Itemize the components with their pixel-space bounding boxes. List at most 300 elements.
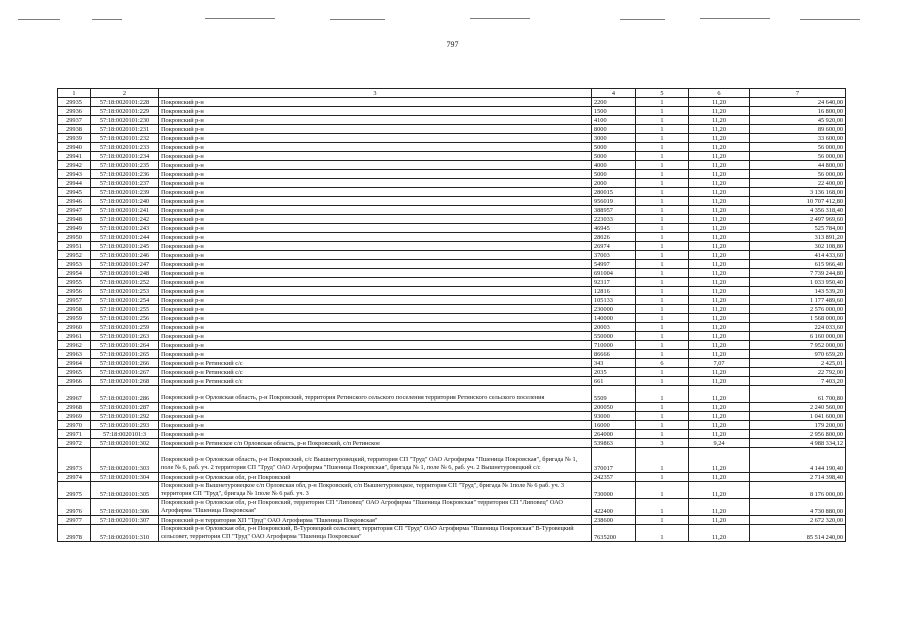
row-number-cell: 29953 <box>58 260 91 269</box>
row-number-cell: 29960 <box>58 323 91 332</box>
area-cell: 20003 <box>592 323 636 332</box>
cadastral-number-cell: 57:18:0020101:240 <box>91 197 159 206</box>
location-cell: Покровский р-н Вышнетуровецкое с/п Орловская обл, р-н Покровский, с/п Вышнетуровецкое, территория СП "Труд", бригада № 1поле № 6 раб. уч. 3 территория СП "Труд", бригада № 1поле № 6 раб. уч. 3 <box>159 482 592 499</box>
table-row <box>58 412 846 421</box>
row-number-cell: 29938 <box>58 125 91 134</box>
cadastral-number-cell: 57:18:0020101:239 <box>91 188 159 197</box>
location-cell: Покровский р-н Ретинский с/с <box>159 377 592 386</box>
row-number-cell: 29976 <box>58 499 91 516</box>
area-cell: 2000 <box>592 179 636 188</box>
area-cell: 661 <box>592 377 636 386</box>
row-number-cell: 29936 <box>58 107 91 116</box>
registry-table <box>57 88 846 542</box>
table-row <box>58 350 846 359</box>
area-cell: 92317 <box>592 278 636 287</box>
area-cell: 12816 <box>592 287 636 296</box>
group-cell: 1 <box>636 224 689 233</box>
cadastral-value-cell: 22 400,00 <box>750 179 846 188</box>
row-number-cell: 29959 <box>58 314 91 323</box>
table-row <box>58 473 846 482</box>
area-cell: 16000 <box>592 421 636 430</box>
cadastral-value-cell: 970 659,20 <box>750 350 846 359</box>
area-cell: 5509 <box>592 386 636 403</box>
row-number-cell: 29963 <box>58 350 91 359</box>
group-cell: 1 <box>636 143 689 152</box>
location-cell: Покровский р-н <box>159 161 592 170</box>
rate-cell: 11,20 <box>689 278 750 287</box>
area-cell: 200050 <box>592 403 636 412</box>
rate-cell: 11,20 <box>689 516 750 525</box>
row-number-cell: 29954 <box>58 269 91 278</box>
cadastral-number-cell: 57:18:0020101:237 <box>91 179 159 188</box>
location-cell: Покровский р-н <box>159 350 592 359</box>
location-cell: Покровский р-н <box>159 233 592 242</box>
location-cell: Покровский р-н <box>159 296 592 305</box>
rate-cell: 11,20 <box>689 134 750 143</box>
location-cell: Покровский р-н <box>159 179 592 188</box>
row-number-cell: 29977 <box>58 516 91 525</box>
group-cell: 1 <box>636 377 689 386</box>
header-row <box>58 89 846 98</box>
table-row <box>58 98 846 107</box>
row-number-cell: 29951 <box>58 242 91 251</box>
location-cell: Покровский р-н Ретинское с/п Орловская область, р-н Покровский, с/п Ретинское <box>159 439 592 448</box>
area-cell: 550000 <box>592 332 636 341</box>
group-cell: 3 <box>636 439 689 448</box>
location-cell: Покровский р-н <box>159 287 592 296</box>
table-row <box>58 525 846 542</box>
area-cell: 710000 <box>592 341 636 350</box>
group-cell: 1 <box>636 287 689 296</box>
row-number-cell: 29965 <box>58 368 91 377</box>
location-cell: Покровский р-н <box>159 251 592 260</box>
row-number-cell: 29945 <box>58 188 91 197</box>
cadastral-value-cell: 44 800,00 <box>750 161 846 170</box>
group-cell: 1 <box>636 368 689 377</box>
cadastral-number-cell: 57:18:0020101:304 <box>91 473 159 482</box>
group-cell: 1 <box>636 421 689 430</box>
row-number-cell: 29955 <box>58 278 91 287</box>
cadastral-value-cell: 224 033,60 <box>750 323 846 332</box>
rate-cell: 11,20 <box>689 143 750 152</box>
cadastral-number-cell: 57:18:0020101:241 <box>91 206 159 215</box>
group-cell: 1 <box>636 278 689 287</box>
area-cell: 5000 <box>592 170 636 179</box>
location-cell: Покровский р-н <box>159 197 592 206</box>
cadastral-value-cell: 8 176 000,00 <box>750 482 846 499</box>
rate-cell: 11,20 <box>689 473 750 482</box>
table-row <box>58 314 846 323</box>
group-cell: 1 <box>636 179 689 188</box>
row-number-cell: 29943 <box>58 170 91 179</box>
area-cell: 2200 <box>592 98 636 107</box>
table-row <box>58 206 846 215</box>
cadastral-value-cell: 2 672 320,00 <box>750 516 846 525</box>
area-cell: 28026 <box>592 233 636 242</box>
area-cell: 370017 <box>592 448 636 473</box>
cadastral-number-cell: 57:18:0020101:263 <box>91 332 159 341</box>
rate-cell: 11,20 <box>689 242 750 251</box>
cadastral-value-cell: 4 356 318,40 <box>750 206 846 215</box>
location-cell: Покровский р-н <box>159 323 592 332</box>
location-cell: Покровский р-н <box>159 116 592 125</box>
location-cell: Покровский р-н Орловская обл, р-н Покровский, территория СП "Липовец" ОАО Агрофирма "Пшеница Покровская" территория СП "Липовец" ОАО Агрофирма "Пшеница Покровская" <box>159 499 592 516</box>
scan-artifact <box>700 18 770 19</box>
cadastral-number-cell: 57:18:0020101:233 <box>91 143 159 152</box>
group-cell: 1 <box>636 305 689 314</box>
table-row <box>58 296 846 305</box>
group-cell: 1 <box>636 386 689 403</box>
location-cell: Покровский р-н территория ХП "Труд" ОАО Агрофирма "Пшеница Покровская" <box>159 516 592 525</box>
area-cell: 140000 <box>592 314 636 323</box>
location-cell: Покровский р-н <box>159 143 592 152</box>
table-row <box>58 332 846 341</box>
group-cell: 1 <box>636 269 689 278</box>
table-row <box>58 152 846 161</box>
area-cell: 343 <box>592 359 636 368</box>
area-cell: 238600 <box>592 516 636 525</box>
area-cell: 4100 <box>592 116 636 125</box>
group-cell: 1 <box>636 170 689 179</box>
rate-cell: 11,20 <box>689 377 750 386</box>
rate-cell: 11,20 <box>689 215 750 224</box>
cadastral-value-cell: 89 600,00 <box>750 125 846 134</box>
row-number-cell: 29941 <box>58 152 91 161</box>
rate-cell: 11,20 <box>689 323 750 332</box>
group-cell: 1 <box>636 403 689 412</box>
rate-cell: 11,20 <box>689 403 750 412</box>
scan-artifact <box>92 19 122 20</box>
row-number-cell: 29957 <box>58 296 91 305</box>
cadastral-value-cell: 56 000,00 <box>750 143 846 152</box>
row-number-cell: 29946 <box>58 197 91 206</box>
cadastral-value-cell: 2 714 398,40 <box>750 473 846 482</box>
group-cell: 1 <box>636 98 689 107</box>
rate-cell: 11,20 <box>689 179 750 188</box>
location-cell: Покровский р-н <box>159 215 592 224</box>
cadastral-value-cell: 1 033 950,40 <box>750 278 846 287</box>
location-cell: Покровский р-н <box>159 224 592 233</box>
cadastral-number-cell: 57:18:0020101:243 <box>91 224 159 233</box>
cadastral-number-cell: 57:18:0020101:306 <box>91 499 159 516</box>
group-cell: 1 <box>636 332 689 341</box>
table-row <box>58 251 846 260</box>
rate-cell: 11,20 <box>689 98 750 107</box>
cadastral-value-cell: 313 891,20 <box>750 233 846 242</box>
column-header-2: 2 <box>91 89 159 98</box>
location-cell: Покровский р-н Ретинский с/с <box>159 359 592 368</box>
cadastral-number-cell: 57:18:0020101:252 <box>91 278 159 287</box>
group-cell: 1 <box>636 448 689 473</box>
table-row <box>58 421 846 430</box>
area-cell: 54997 <box>592 260 636 269</box>
table-row <box>58 116 846 125</box>
table-row <box>58 170 846 179</box>
cadastral-number-cell: 57:18:0020101:267 <box>91 368 159 377</box>
cadastral-value-cell: 56 000,00 <box>750 152 846 161</box>
rate-cell: 11,20 <box>689 170 750 179</box>
table-row <box>58 403 846 412</box>
cadastral-number-cell: 57:18:0020101:305 <box>91 482 159 499</box>
column-header-7: 7 <box>750 89 846 98</box>
table-row <box>58 516 846 525</box>
area-cell: 5000 <box>592 143 636 152</box>
table-row <box>58 305 846 314</box>
cadastral-number-cell: 57:18:0020101:231 <box>91 125 159 134</box>
cadastral-value-cell: 10 707 412,80 <box>750 197 846 206</box>
cadastral-number-cell: 57:18:0020101:268 <box>91 377 159 386</box>
location-cell: Покровский р-н <box>159 206 592 215</box>
area-cell: 223033 <box>592 215 636 224</box>
group-cell: 1 <box>636 161 689 170</box>
group-cell: 1 <box>636 206 689 215</box>
location-cell: Покровский р-н <box>159 341 592 350</box>
row-number-cell: 29940 <box>58 143 91 152</box>
rate-cell: 9,24 <box>689 439 750 448</box>
location-cell: Покровский р-н <box>159 403 592 412</box>
table-row <box>58 260 846 269</box>
rate-cell: 11,20 <box>689 341 750 350</box>
rate-cell: 11,20 <box>689 224 750 233</box>
area-cell: 46945 <box>592 224 636 233</box>
group-cell: 1 <box>636 341 689 350</box>
location-cell: Покровский р-н <box>159 430 592 439</box>
rate-cell: 11,20 <box>689 161 750 170</box>
cadastral-number-cell: 57:18:0020101:3 <box>91 430 159 439</box>
cadastral-number-cell: 57:18:0020101:256 <box>91 314 159 323</box>
table-row <box>58 125 846 134</box>
row-number-cell: 29944 <box>58 179 91 188</box>
column-header-3: 3 <box>159 89 592 98</box>
table-row <box>58 242 846 251</box>
table-row <box>58 368 846 377</box>
table-row <box>58 143 846 152</box>
rate-cell: 11,20 <box>689 197 750 206</box>
page-number: 797 <box>446 40 459 49</box>
cadastral-number-cell: 57:18:0020101:247 <box>91 260 159 269</box>
row-number-cell: 29950 <box>58 233 91 242</box>
row-number-cell: 29961 <box>58 332 91 341</box>
location-cell: Покровский р-н Орловская область, р-н Покровский, территория Ретинского сельского поселения территория Ретинского сельского поселения <box>159 386 592 403</box>
group-cell: 1 <box>636 525 689 542</box>
location-cell: Покровский р-н <box>159 98 592 107</box>
cadastral-value-cell: 1 041 600,00 <box>750 412 846 421</box>
area-cell: 1500 <box>592 107 636 116</box>
table-row <box>58 278 846 287</box>
rate-cell: 11,20 <box>689 152 750 161</box>
rate-cell: 11,20 <box>689 421 750 430</box>
location-cell: Покровский р-н <box>159 269 592 278</box>
row-number-cell: 29972 <box>58 439 91 448</box>
rate-cell: 11,20 <box>689 107 750 116</box>
cadastral-value-cell: 6 160 000,00 <box>750 332 846 341</box>
cadastral-value-cell: 615 966,40 <box>750 260 846 269</box>
row-number-cell: 29949 <box>58 224 91 233</box>
rate-cell: 11,20 <box>689 251 750 260</box>
row-number-cell: 29952 <box>58 251 91 260</box>
group-cell: 1 <box>636 482 689 499</box>
area-cell: 422400 <box>592 499 636 516</box>
table-row <box>58 188 846 197</box>
table-row <box>58 179 846 188</box>
column-header-1: 1 <box>58 89 91 98</box>
group-cell: 1 <box>636 251 689 260</box>
area-cell: 8000 <box>592 125 636 134</box>
table-row <box>58 323 846 332</box>
cadastral-number-cell: 57:18:0020101:287 <box>91 403 159 412</box>
cadastral-value-cell: 2 956 800,00 <box>750 430 846 439</box>
scan-artifact <box>620 19 665 20</box>
location-cell: Покровский р-н <box>159 242 592 251</box>
group-cell: 1 <box>636 116 689 125</box>
area-cell: 105133 <box>592 296 636 305</box>
area-cell: 5000 <box>592 152 636 161</box>
group-cell: 1 <box>636 233 689 242</box>
row-number-cell: 29962 <box>58 341 91 350</box>
table-row <box>58 430 846 439</box>
group-cell: 1 <box>636 134 689 143</box>
rate-cell: 11,20 <box>689 499 750 516</box>
rate-cell: 11,20 <box>689 269 750 278</box>
area-cell: 93000 <box>592 412 636 421</box>
location-cell: Покровский р-н <box>159 188 592 197</box>
group-cell: 1 <box>636 197 689 206</box>
rate-cell: 11,20 <box>689 386 750 403</box>
rate-cell: 11,20 <box>689 448 750 473</box>
table-row <box>58 287 846 296</box>
rate-cell: 11,20 <box>689 350 750 359</box>
group-cell: 1 <box>636 188 689 197</box>
table-row <box>58 269 846 278</box>
location-cell: Покровский р-н <box>159 314 592 323</box>
cadastral-value-cell: 414 433,60 <box>750 251 846 260</box>
group-cell: 1 <box>636 516 689 525</box>
scan-artifact <box>205 18 275 19</box>
location-cell: Покровский р-н Орловская обл, р-н Покровский <box>159 473 592 482</box>
group-cell: 1 <box>636 430 689 439</box>
table-row <box>58 215 846 224</box>
row-number-cell: 29966 <box>58 377 91 386</box>
scan-artifact <box>330 19 385 20</box>
area-cell: 264000 <box>592 430 636 439</box>
scan-artifact <box>470 18 530 19</box>
cadastral-number-cell: 57:18:0020101:310 <box>91 525 159 542</box>
row-number-cell: 29956 <box>58 287 91 296</box>
cadastral-number-cell: 57:18:0020101:303 <box>91 448 159 473</box>
table-row <box>58 386 846 403</box>
location-cell: Покровский р-н Орловская область, р-н Покровский, с/с Вышнетуровецкий, территория СП "Труд" ОАО Агрофирма "Пшеница Покровская", бригада № 1, поле № 6, раб. уч. 2 территория СП "Труд" ОАО Агрофирма "Пшеница Покровская", бригада № 1, поле № 6, раб. уч. 2 Вышнетуровецкий с/с <box>159 448 592 473</box>
rate-cell: 11,20 <box>689 368 750 377</box>
cadastral-number-cell: 57:18:0020101:254 <box>91 296 159 305</box>
area-cell: 539863 <box>592 439 636 448</box>
table-row <box>58 359 846 368</box>
table-row <box>58 107 846 116</box>
location-cell: Покровский р-н <box>159 107 592 116</box>
cadastral-number-cell: 57:18:0020101:264 <box>91 341 159 350</box>
group-cell: 1 <box>636 152 689 161</box>
cadastral-number-cell: 57:18:0020101:230 <box>91 116 159 125</box>
table-row <box>58 341 846 350</box>
cadastral-value-cell: 1 177 489,60 <box>750 296 846 305</box>
area-cell: 280015 <box>592 188 636 197</box>
area-cell: 230000 <box>592 305 636 314</box>
area-cell: 956019 <box>592 197 636 206</box>
area-cell: 242357 <box>592 473 636 482</box>
row-number-cell: 29958 <box>58 305 91 314</box>
group-cell: 1 <box>636 473 689 482</box>
cadastral-number-cell: 57:18:0020101:265 <box>91 350 159 359</box>
cadastral-number-cell: 57:18:0020101:286 <box>91 386 159 403</box>
cadastral-value-cell: 33 600,00 <box>750 134 846 143</box>
cadastral-value-cell: 2 497 969,60 <box>750 215 846 224</box>
cadastral-value-cell: 302 108,80 <box>750 242 846 251</box>
group-cell: 1 <box>636 499 689 516</box>
group-cell: 1 <box>636 125 689 134</box>
cadastral-value-cell: 7 952 000,00 <box>750 341 846 350</box>
area-cell: 4000 <box>592 161 636 170</box>
row-number-cell: 29967 <box>58 386 91 403</box>
location-cell: Покровский р-н <box>159 332 592 341</box>
cadastral-value-cell: 22 792,00 <box>750 368 846 377</box>
cadastral-number-cell: 57:18:0020101:307 <box>91 516 159 525</box>
cadastral-value-cell: 16 800,00 <box>750 107 846 116</box>
cadastral-value-cell: 179 200,00 <box>750 421 846 430</box>
row-number-cell: 29968 <box>58 403 91 412</box>
cadastral-value-cell: 1 568 000,00 <box>750 314 846 323</box>
location-cell: Покровский р-н <box>159 134 592 143</box>
rate-cell: 11,20 <box>689 206 750 215</box>
group-cell: 1 <box>636 242 689 251</box>
column-header-6: 6 <box>689 89 750 98</box>
table-row <box>58 224 846 233</box>
cadastral-number-cell: 57:18:0020101:248 <box>91 269 159 278</box>
area-cell: 3000 <box>592 134 636 143</box>
cadastral-number-cell: 57:18:0020101:242 <box>91 215 159 224</box>
rate-cell: 11,20 <box>689 125 750 134</box>
cadastral-number-cell: 57:18:0020101:246 <box>91 251 159 260</box>
rate-cell: 11,20 <box>689 314 750 323</box>
column-header-5: 5 <box>636 89 689 98</box>
cadastral-number-cell: 57:18:0020101:266 <box>91 359 159 368</box>
row-number-cell: 29973 <box>58 448 91 473</box>
location-cell: Покровский р-н <box>159 260 592 269</box>
row-number-cell: 29939 <box>58 134 91 143</box>
row-number-cell: 29971 <box>58 430 91 439</box>
cadastral-value-cell: 85 514 240,00 <box>750 525 846 542</box>
cadastral-value-cell: 45 920,00 <box>750 116 846 125</box>
rate-cell: 11,20 <box>689 305 750 314</box>
group-cell: 1 <box>636 215 689 224</box>
table-row <box>58 439 846 448</box>
table-body <box>58 98 846 542</box>
cadastral-value-cell: 2 240 560,00 <box>750 403 846 412</box>
rate-cell: 11,20 <box>689 332 750 341</box>
rate-cell: 11,20 <box>689 412 750 421</box>
row-number-cell: 29974 <box>58 473 91 482</box>
location-cell: Покровский р-н <box>159 170 592 179</box>
group-cell: 1 <box>636 296 689 305</box>
area-cell: 7635200 <box>592 525 636 542</box>
cadastral-number-cell: 57:18:0020101:235 <box>91 161 159 170</box>
table-row <box>58 499 846 516</box>
cadastral-value-cell: 24 640,00 <box>750 98 846 107</box>
location-cell: Покровский р-н Орловская обл, р-н Покровский, В-Туровецкий сельсовет, территория СП "Труд" ОАО Агрофирма "Пшеница Покровская" В-Туровецкий сельсовет, территория СП "Труд" ОАО Агрофирма "Пшеница Покровская" <box>159 525 592 542</box>
rate-cell: 11,20 <box>689 116 750 125</box>
group-cell: 1 <box>636 107 689 116</box>
area-cell: 388957 <box>592 206 636 215</box>
group-cell: 1 <box>636 314 689 323</box>
cadastral-value-cell: 4 988 334,12 <box>750 439 846 448</box>
